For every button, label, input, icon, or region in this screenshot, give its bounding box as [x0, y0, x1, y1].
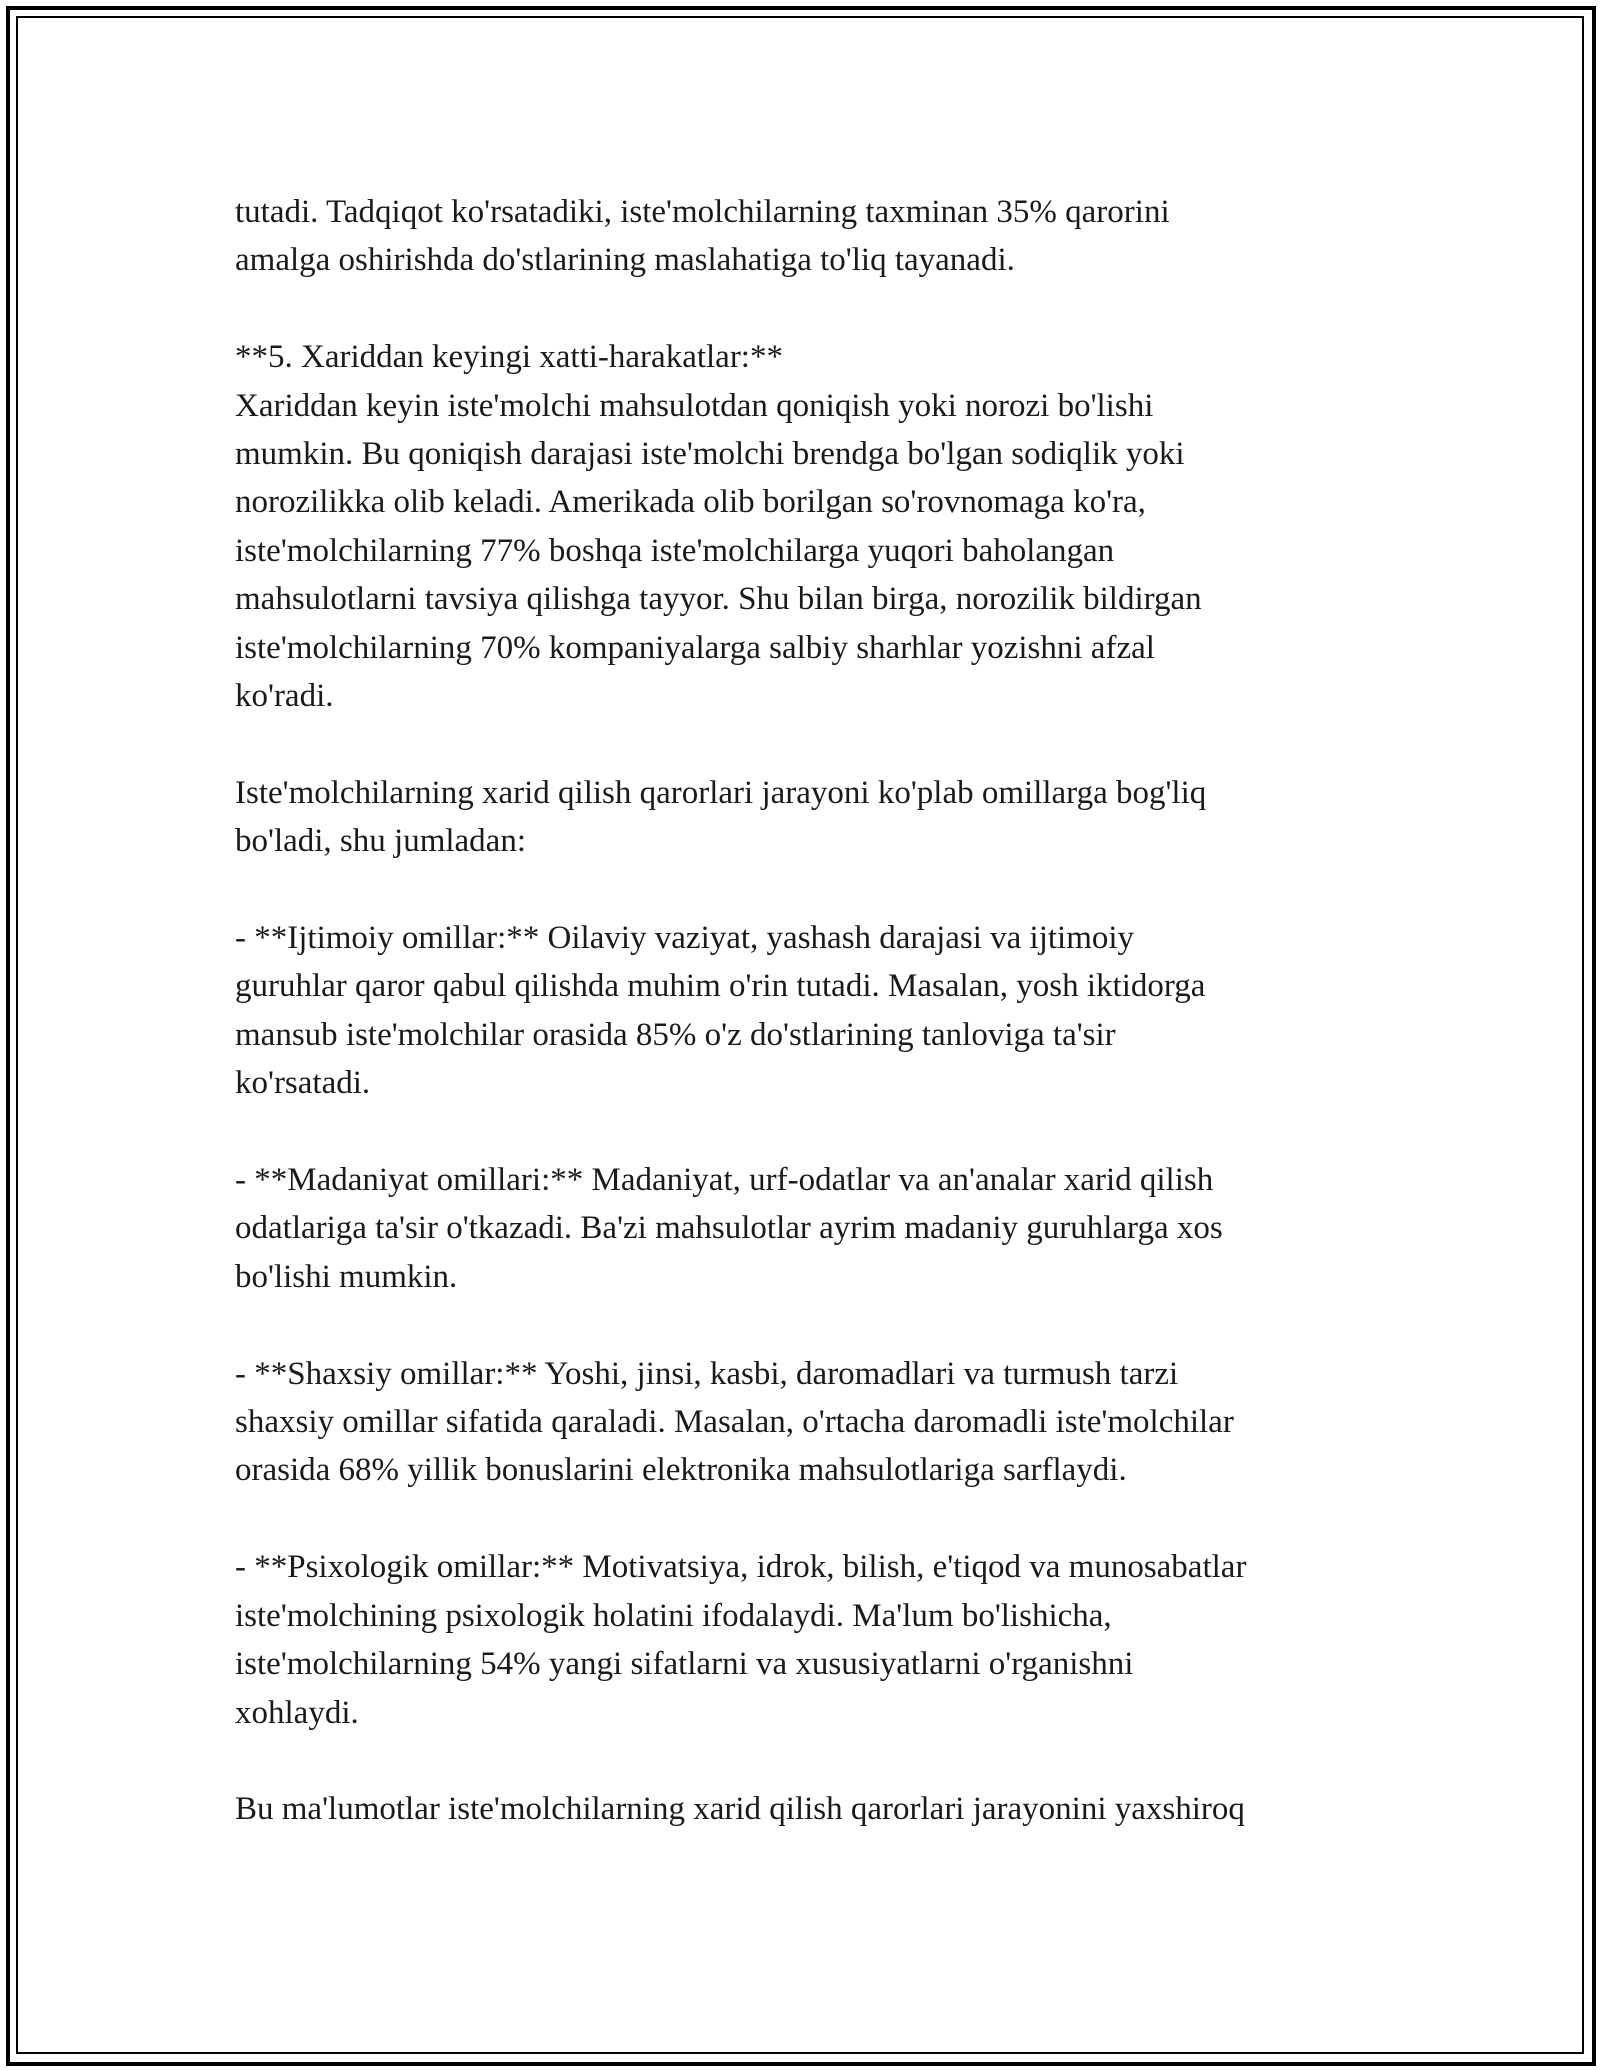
- text-line: amalga oshirishda do'stlarining maslahatiga to'liq tayanadi.: [235, 242, 1015, 279]
- text-line: Xariddan keyin iste'molchi mahsulotdan qoniqish yoki norozi bo'lishi: [235, 387, 1154, 424]
- text-line: iste'molchilarning 54% yangi sifatlarni va xususiyatlarni o'rganishni: [235, 1646, 1134, 1683]
- text-line: mumkin. Bu qoniqish darajasi iste'molchi brendga bo'lgan sodiqlik yoki: [235, 436, 1185, 473]
- text-line: bo'ladi, shu jumladan:: [235, 823, 526, 860]
- text-line: guruhlar qaror qabul qilishda muhim o'rin tutadi. Masalan, yosh iktidorga: [235, 968, 1206, 1005]
- text-line: mansub iste'molchilar orasida 85% o'z do'stlarining tanloviga ta'sir: [235, 1016, 1116, 1053]
- list-item-social-factors: [235, 914, 1385, 1108]
- text-line: bo'lishi mumkin.: [235, 1258, 458, 1295]
- text-line: Iste'molchilarning xarid qilish qarorlari jarayoni ko'plab omillarga bog'liq: [235, 774, 1207, 811]
- text-line: - **Psixologik omillar:** Motivatsiya, idrok, bilish, e'tiqod va munosabatlar: [235, 1549, 1247, 1586]
- list-item-psychological-factors: [235, 1543, 1385, 1737]
- text-line: - **Madaniyat omillari:** Madaniyat, urf-odatlar va an'analar xarid qilish: [235, 1162, 1214, 1199]
- paragraph-research-conclusion: [235, 188, 1385, 285]
- text-line: orasida 68% yillik bonuslarini elektronika mahsulotlariga sarflaydi.: [235, 1452, 1127, 1489]
- list-item-cultural-factors: [235, 1156, 1385, 1301]
- text-line: iste'molchining psixologik holatini ifodalaydi. Ma'lum bo'lishicha,: [235, 1597, 1112, 1634]
- text-line: shaxsiy omillar sifatida qaraladi. Masalan, o'rtacha daromadli iste'molchilar: [235, 1404, 1234, 1441]
- paragraph-post-purchase: [235, 333, 1385, 720]
- text-line: xohlaydi.: [235, 1694, 359, 1731]
- paragraph-conclusion: [235, 1785, 1385, 1833]
- text-line: Bu ma'lumotlar iste'molchilarning xarid qilish qarorlari jarayonini yaxshiroq: [235, 1791, 1245, 1828]
- text-line: norozilikka olib keladi. Amerikada olib borilgan so'rovnomaga ko'ra,: [235, 484, 1146, 521]
- text-line: iste'molchilarning 70% kompaniyalarga salbiy sharhlar yozishni afzal: [235, 629, 1155, 666]
- section-heading: **5. Xariddan keyingi xatti-harakatlar:**: [235, 339, 783, 376]
- text-line: odatlariga ta'sir o'tkazadi. Ba'zi mahsulotlar ayrim madaniy guruhlarga xos: [235, 1210, 1223, 1247]
- paragraph-factors-intro: [235, 769, 1385, 866]
- text-line: ko'radi.: [235, 678, 334, 715]
- text-line: mahsulotlarni tavsiya qilishga tayyor. Shu bilan birga, norozilik bildirgan: [235, 581, 1202, 618]
- text-line: - **Ijtimoiy omillar:** Oilaviy vaziyat, yashash darajasi va ijtimoiy: [235, 920, 1135, 957]
- text-line: - **Shaxsiy omillar:** Yoshi, jinsi, kasbi, daromadlari va turmush tarzi: [235, 1355, 1179, 1392]
- document-body: [235, 188, 1385, 1834]
- text-line: tutadi. Tadqiqot ko'rsatadiki, iste'molchilarning taxminan 35% qarorini: [235, 194, 1170, 230]
- list-item-personal-factors: [235, 1350, 1385, 1495]
- text-line: ko'rsatadi.: [235, 1065, 371, 1102]
- text-line: iste'molchilarning 77% boshqa iste'molchilarga yuqori baholangan: [235, 532, 1115, 569]
